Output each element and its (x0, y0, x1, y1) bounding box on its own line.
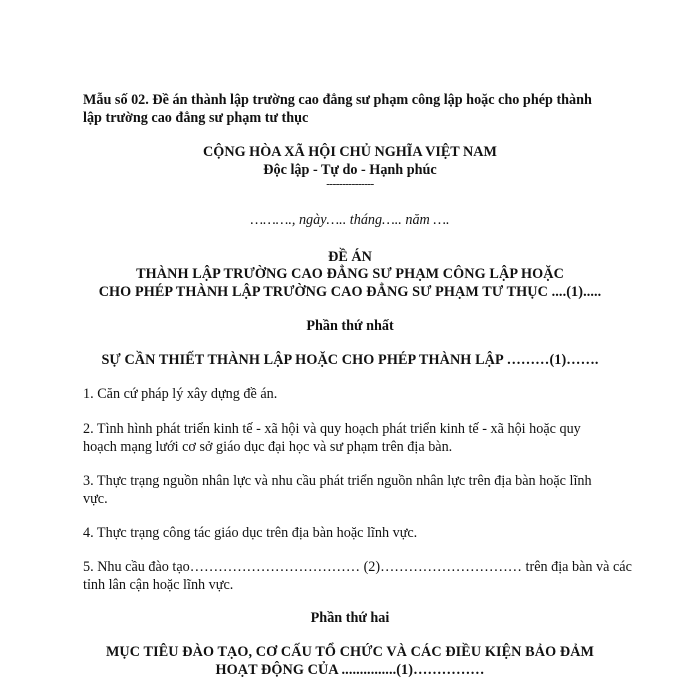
document-title-line-1: THÀNH LẬP TRƯỜNG CAO ĐẲNG SƯ PHẠM CÔNG LẬP HOẶC (136, 266, 564, 282)
part2-label: Phần thứ hai (310, 610, 390, 626)
part1-item-5-line-1: 5. Nhu cầu đào tạo……………………………… (2)………………………… trên địa bàn và các (83, 559, 632, 575)
part1-item-4: 4. Thực trạng công tác giáo dục trên địa bàn hoặc lĩnh vực. (83, 525, 418, 541)
country-name: CỘNG HÒA XÃ HỘI CHỦ NGHĨA VIỆT NAM (203, 144, 497, 160)
part1-label: Phần thứ nhất (306, 318, 394, 334)
part2-heading-line-2: HOẠT ĐỘNG CỦA ...............(1)…………… (215, 662, 485, 678)
form-title-line-1: Mẫu số 02. Đề án thành lập trường cao đẳng sư phạm công lập hoặc cho phép thành (83, 92, 592, 108)
form-title-line-2: lập trường cao đẳng sư phạm tư thục (83, 110, 309, 126)
motto-underline: --------------- (326, 178, 374, 190)
part1-item-1: 1. Căn cứ pháp lý xây dựng đề án. (83, 386, 278, 402)
part2-heading-line-1: MỤC TIÊU ĐÀO TẠO, CƠ CẤU TỔ CHỨC VÀ CÁC ĐIỀU KIỆN BẢO ĐẢM (105, 644, 595, 660)
document-label: ĐỀ ÁN (328, 249, 372, 265)
part1-item-3-line-2: vực. (83, 491, 108, 507)
part1-item-3-line-1: 3. Thực trạng nguồn nhân lực và nhu cầu phát triển nguồn nhân lực trên địa bàn hoặc lĩnh (83, 473, 592, 489)
date-line: ………., ngày….. tháng….. năm …. (250, 212, 450, 228)
part1-item-2-line-2: hoạch mạng lưới cơ sở giáo dục đại học và sư phạm trên địa bàn. (83, 439, 453, 455)
part1-item-5-line-2: tỉnh lân cận hoặc lĩnh vực. (83, 577, 234, 593)
part1-heading: SỰ CẦN THIẾT THÀNH LẬP HOẶC CHO PHÉP THÀNH LẬP ………(1)……. (101, 352, 599, 368)
part1-item-2-line-1: 2. Tình hình phát triển kinh tế - xã hội và quy hoạch phát triển kinh tế - xã hội hoặc quy (83, 421, 581, 437)
national-motto: Độc lập - Tự do - Hạnh phúc (263, 162, 437, 178)
document-title-line-2: CHO PHÉP THÀNH LẬP TRƯỜNG CAO ĐẲNG SƯ PHẠM TƯ THỤC ....(1)..... (98, 284, 602, 300)
